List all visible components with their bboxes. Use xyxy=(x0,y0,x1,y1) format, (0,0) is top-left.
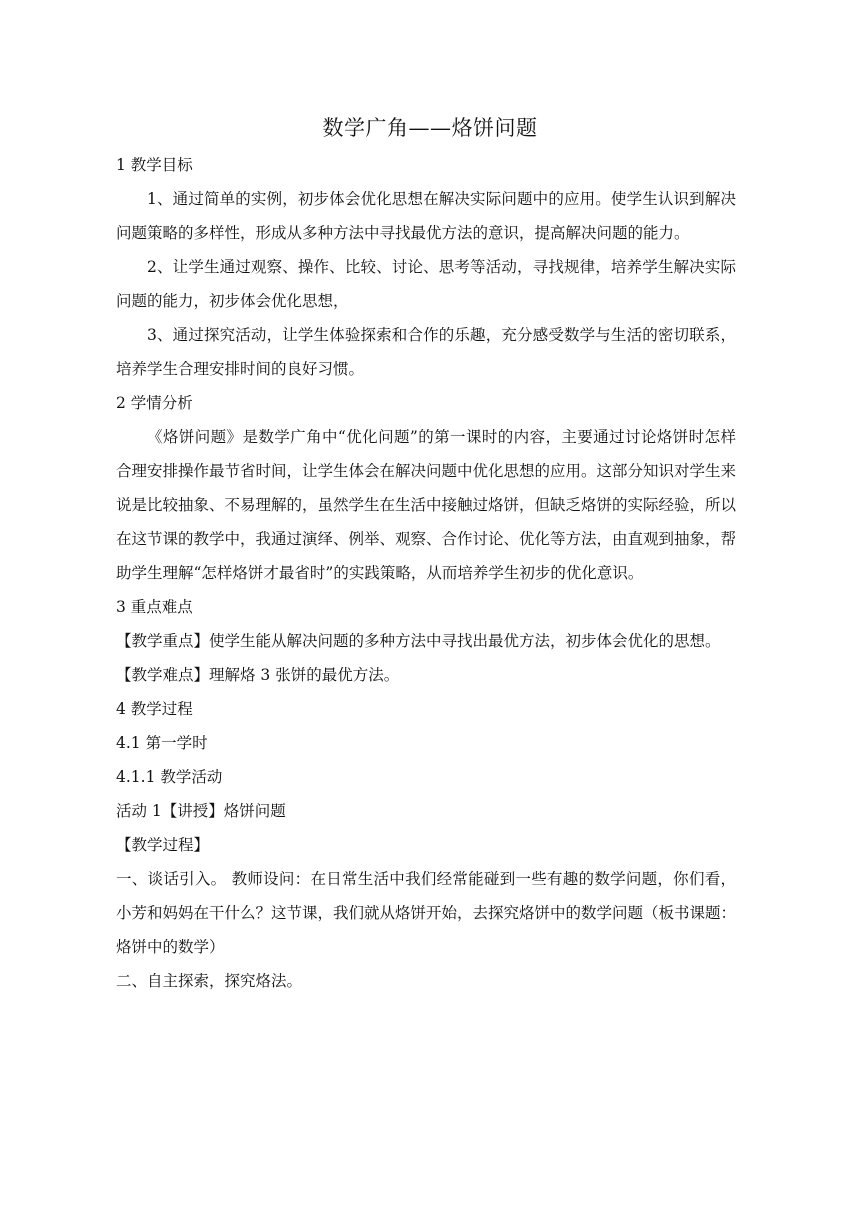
page-title: 数学广角——烙饼问题 xyxy=(322,116,538,140)
section-heading-key-points: 3 重点难点 xyxy=(116,598,193,616)
process-step-2: 二、自主探索，探究烙法。 xyxy=(116,972,303,990)
section-heading-analysis: 2 学情分析 xyxy=(116,394,193,412)
section-heading-process: 4 教学过程 xyxy=(116,700,193,718)
goal-paragraph-1: 1、通过简单的实例，初步体会优化思想在解决实际问题中的应用。使学生认识到解决问题策略的多样性，形成从多种方法中寻找最优方法的意识，提高解决问题的能力。 xyxy=(116,190,736,242)
key-point-paragraph: 【教学重点】使学生能从解决问题的多种方法中寻找出最优方法，初步体会优化的思想。 xyxy=(116,632,721,650)
subsection-heading-activities: 4.1.1 教学活动 xyxy=(116,768,223,786)
goal-paragraph-2: 2、让学生通过观察、操作、比较、讨论、思考等活动，寻找规律，培养学生解决实际问题的能力，初步体会优化思想， xyxy=(116,258,736,310)
goal-paragraph-3: 3、通过探究活动，让学生体验探索和合作的乐趣，充分感受数学与生活的密切联系，培养学生合理安排时间的良好习惯。 xyxy=(116,326,736,378)
subsection-heading-first-lesson: 4.1 第一学时 xyxy=(116,734,208,752)
process-heading: 【教学过程】 xyxy=(116,836,210,854)
difficulty-paragraph: 【教学难点】理解烙 3 张饼的最优方法。 xyxy=(116,666,400,684)
analysis-paragraph: 《烙饼问题》是数学广角中“优化问题”的第一课时的内容，主要通过讨论烙饼时怎样合理安排操作最节省时间，让学生体会在解决问题中优化思想的应用。这部分知识对学生来说是比较抽象、不易理解的，虽然学生在生活中接触过烙饼，但缺乏烙饼的实际经验，所以在这节课的教学中，我通过演绎、例举、观察、合作讨论、优化等方法，由直观到抽象，帮助学生理解“怎样烙饼才最省时”的实践策略，从而培养学生初步的优化意识。 xyxy=(116,428,737,582)
document-body xyxy=(116,148,736,998)
section-heading-goals: 1 教学目标 xyxy=(116,156,193,174)
activity-heading: 活动 1【讲授】烙饼问题 xyxy=(116,802,286,820)
process-step-1: 一、谈话引入。 教师设问：在日常生活中我们经常能碰到一些有趣的数学问题，你们看，小芳和妈妈在干什么？这节课，我们就从烙饼开始，去探究烙饼中的数学问题（板书课题：烙饼中的数学） xyxy=(116,870,737,956)
